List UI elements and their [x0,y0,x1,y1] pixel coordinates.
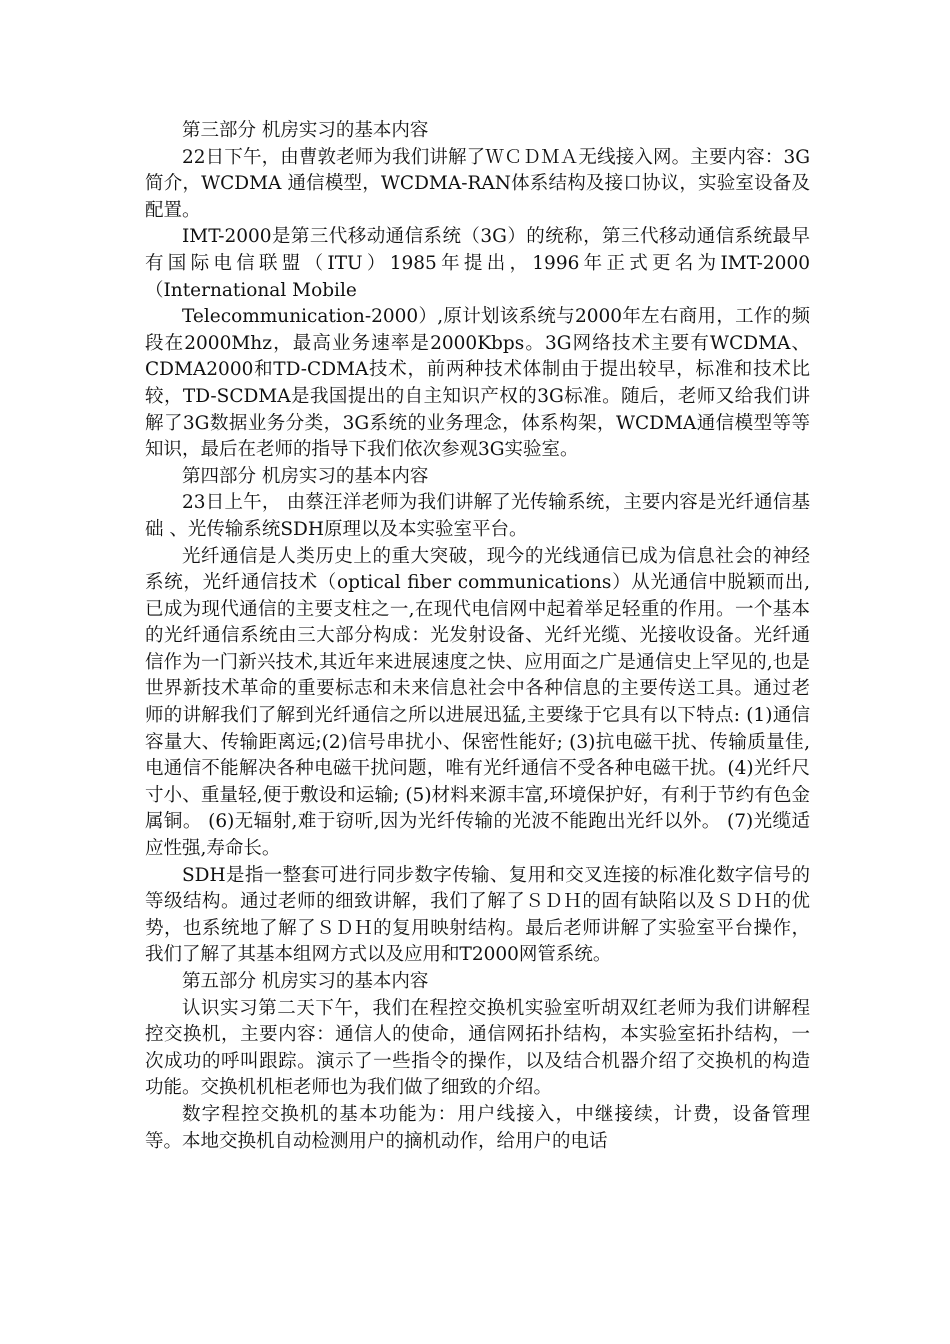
section-4-paragraph-3: SDH是指一整套可进行同步数字传输、复用和交叉连接的标准化数字信号的等级结构。通过老师的细致讲解，我们了解了ＳＤＨ的固有缺陷以及ＳＤＨ的优势，也系统地了解了ＳＤＨ的复用映射结构。最后老师讲解了实验室平台操作，我们了解了其基本组网方式以及应用和T2000网管系统。 [145,864,810,966]
section-4-heading: 第四部分 机房实习的基本内容 [182,465,429,487]
document-page [145,118,810,1155]
section-5-paragraph-2: 数字程控交换机的基本功能为：用户线接入，中继接续，计费，设备管理等。本地交换机自动检测用户的摘机动作，给用户的电话 [145,1103,810,1152]
section-3-heading: 第三部分 机房实习的基本内容 [182,120,429,141]
section-5-heading: 第五部分 机房实习的基本内容 [182,971,429,992]
section-3-paragraph-2-continued: Telecommunication-2000）,原计划该系统与2000年左右商用，工作的频段在2000Mhz，最高业务速率是2000Kbps。3G网络技术主要有WCDMA、CDMA2000和TD-CDMA技术，前两种技术体制由于提出较早，标准和技术比较，TD-SCDMA是我国提出的自主知识产权的3G标准。随后，老师又给我们讲解了3G数据业务分类，3G系统的业务理念，体系构架，WCDMA通信模型等等知识，最后在老师的指导下我们依次参观3G实验室。 [145,306,810,461]
section-3-paragraph-1: 22日下午，由曹敦老师为我们讲解了ＷＣＤＭＡ无线接入网。主要内容：3G简介，WCDMA 通信模型，WCDMA-RAN体系结构及接口协议，实验室设备及配置。 [145,146,810,221]
section-4-paragraph-1: 23日上午， 由蔡汪洋老师为我们讲解了光传输系统，主要内容是光纤通信基础 、光传输系统SDH原理以及本实验室平台。 [145,492,810,540]
section-5-paragraph-1: 认识实习第二天下午，我们在程控交换机实验室听胡双红老师为我们讲解程控交换机，主要内容：通信人的使命，通信网拓扑结构，本实验室拓扑结构，一次成功的呼叫跟踪。演示了一些指令的操作，以及结合机器介绍了交换机的构造功能。交换机机柜老师也为我们做了细致的介绍。 [145,997,810,1099]
section-4-paragraph-2: 光纤通信是人类历史上的重大突破，现今的光线通信已成为信息社会的神经系统，光纤通信技术（optical fiber communications）从光通信中脱颖而出,已成为现代通信的主要支柱之一,在现代电信网中起着举足轻重的作用。一个基本的光纤通信系统由三大部分构成：光发射设备、光纤光缆、光接收设备。光纤通信作为一门新兴技术,其近年来进展速度之快、应用面之广是通信史上罕见的,也是世界新技术革命的重要标志和未来信息社会中各种信息的主要传送工具。通过老师的讲解我们了解到光纤通信之所以进展迅猛,主要缘于它具有以下特点: (1)通信容量大、传输距离远;(2)信号串扰小、保密性能好; (3)抗电磁干扰、传输质量佳,电通信不能解决各种电磁干扰问题，唯有光纤通信不受各种电磁干扰。(4)光纤尺寸小、重量轻,便于敷设和运输; (5)材料来源丰富,环境保护好，有利于节约有色金属铜。 (6)无辐射,难于窃听,因为光纤传输的光波不能跑出光纤以外。 (7)光缆适应性强,寿命长。 [145,545,810,860]
section-3-paragraph-2: IMT-2000是第三代移动通信系统（3G）的统称，第三代移动通信系统最早有国际电信联盟（ITU）1985年提出，1996年正式更名为IMT-2000（International Mobile [145,226,810,301]
